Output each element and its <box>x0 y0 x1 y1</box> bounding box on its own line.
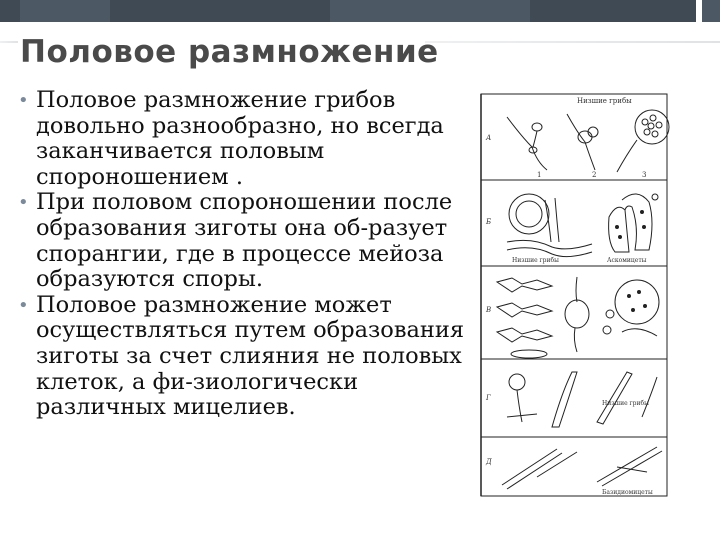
bullet-dot: • <box>18 90 29 111</box>
row-d-drawing <box>502 447 662 489</box>
figure-frame <box>481 94 667 496</box>
bullet-item <box>18 293 468 421</box>
bullet-dot: • <box>18 192 29 214</box>
figure-caption: Низшие грибы <box>512 257 559 264</box>
top-bar-right <box>702 0 720 22</box>
title-rule-left <box>0 41 18 43</box>
bullet-dot: • <box>18 294 29 316</box>
row-b-drawing <box>507 194 658 257</box>
figure-svg <box>477 92 670 499</box>
top-bar-strip <box>330 0 530 22</box>
bullet-item <box>18 190 468 292</box>
stage-number: 2 <box>592 171 597 179</box>
row-label: Б <box>486 218 492 226</box>
bullet-text: При половом спороношении после образования зиготы она об-разует спорангии, где в процессе мейоза образуются споры. <box>36 189 453 293</box>
bullet-list <box>18 88 468 421</box>
stage-number: 3 <box>642 171 647 179</box>
top-bar <box>0 0 720 22</box>
row-label: В <box>486 306 492 314</box>
row-a-drawing <box>507 110 669 172</box>
row-label: Д <box>486 458 492 466</box>
figure-header: Низшие грибы <box>577 97 632 105</box>
bullet-item <box>18 88 468 190</box>
title-rule-right <box>425 41 720 43</box>
bullet-text: Половое размножение грибов довольно разнообразно, но всегда заканчивается половым спороношением . <box>36 87 444 190</box>
row-label: Г <box>486 394 491 402</box>
slide-title: Половое размножение <box>20 34 439 70</box>
figure-caption: Базидиомицеты <box>602 489 653 496</box>
figure-caption: Низшие грибы <box>602 400 649 407</box>
stage-number: 1 <box>537 171 542 179</box>
top-bar-strip <box>20 0 110 22</box>
row-v-drawing <box>497 277 659 358</box>
fungi-reproduction-figure <box>477 92 670 499</box>
figure-caption: Аскомицеты <box>607 257 647 264</box>
bullet-text: Половое размножение может осуществляться путем образования зиготы за счет слияния не половых клеток, а фи-зиологически различных мицелиев. <box>36 291 465 421</box>
row-label: А <box>486 134 492 142</box>
